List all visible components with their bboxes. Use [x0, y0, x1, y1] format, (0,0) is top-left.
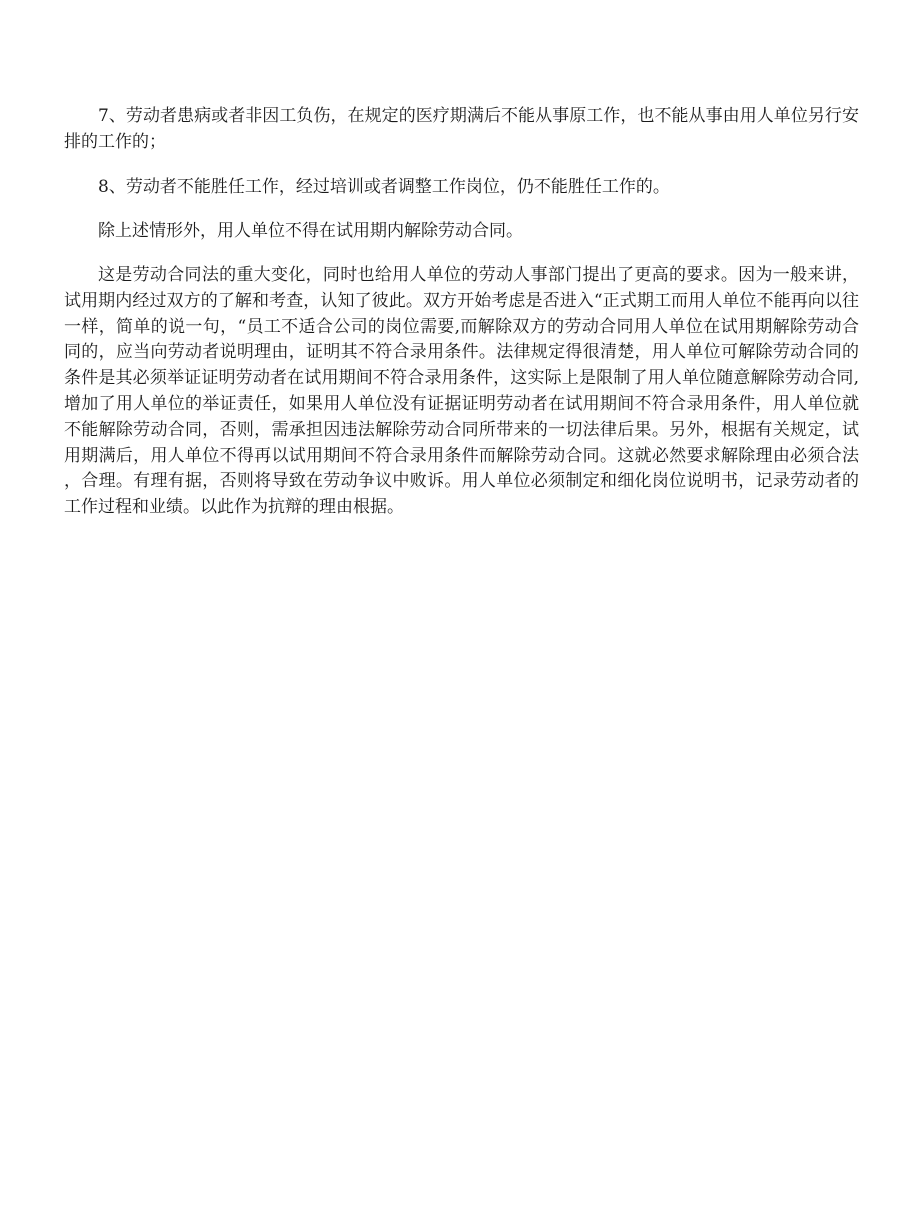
paragraph-item-8: 8、劳动者不能胜任工作，经过培训或者调整工作岗位，仍不能胜任工作的。	[98, 177, 670, 197]
paragraph-item-7: 7、劳动者患病或者非因工负伤，在规定的医疗期满后不能从事原工作，也不能从事由用人单位另行安排的工作的；	[64, 106, 859, 152]
paragraph-exception-note: 除上述情形外，用人单位不得在试用期内解除劳动合同。	[98, 221, 523, 241]
paragraph-explanation: 这是劳动合同法的重大变化，同时也给用人单位的劳动人事部门提出了更高的要求。因为一般来讲，试用期内经过双方的了解和考查，认知了彼此。双方开始考虑是否进入“正式期工而用人单位不能再向以往一样，简单的说一句，“员工不适合公司的岗位需要,而解除双方的劳动合同用人单位在试用期解除劳动合同的，应当向劳动者说明理由，证明其不符合录用条件。法律规定得很清楚，用人单位可解除劳动合同的条件是其必须举证证明劳动者在试用期间不符合录用条件，这实际上是限制了用人单位随意解除劳动合同,增加了用人单位的举证责任，如果用人单位没有证据证明劳动者在试用期间不符合录用条件，用人单位就不能解除劳动合同，否则，需承担因违法解除劳动合同所带来的一切法律后果。另外，根据有关规定，试用期满后，用人单位不得再以试用期间不符合录用条件而解除劳动合同。这就必然要求解除理由必须合法，合理。有理有据，否则将导致在劳动争议中败诉。用人单位必须制定和细化岗位说明书，记录劳动者的工作过程和业绩。以此作为抗辩的理由根据。	[64, 265, 859, 518]
document-page	[64, 103, 859, 521]
